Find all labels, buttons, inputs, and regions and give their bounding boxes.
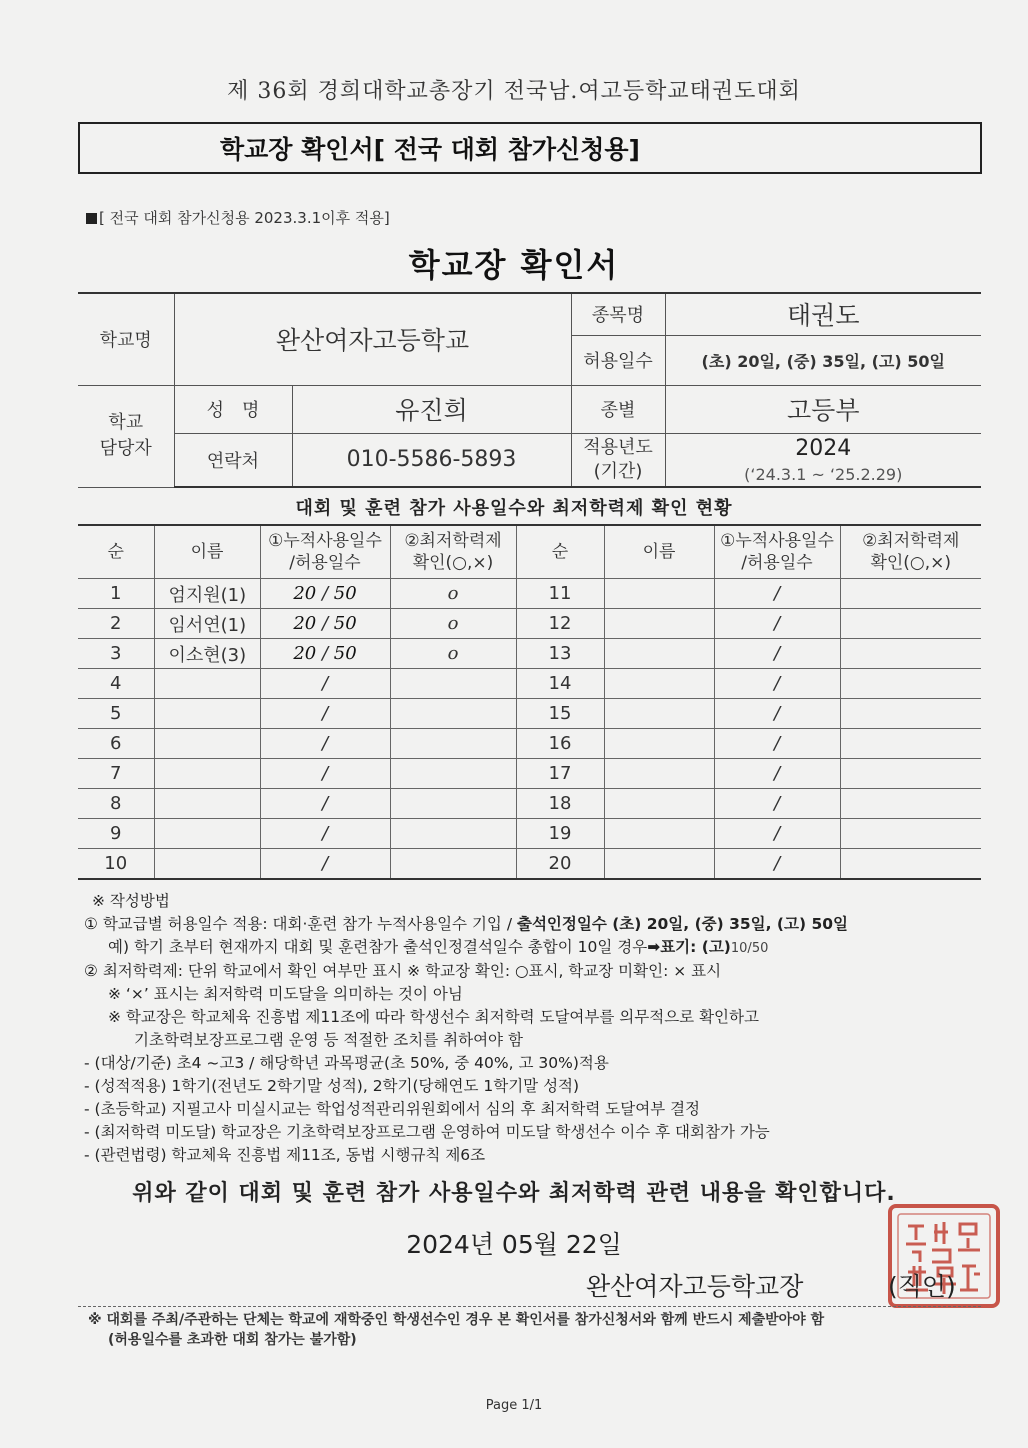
used-days: 20 (293, 643, 317, 664)
table-row (78, 849, 981, 880)
academic-check (390, 819, 516, 849)
header-days: ①누적사용일수 /허용일수 (260, 525, 390, 579)
roster-section-title: 대회 및 훈련 참가 사용일수와 최저학력제 확인 현황 (295, 498, 733, 519)
days-separator: / (773, 823, 781, 844)
confirmation-statement: 위와 같이 대회 및 훈련 참가 사용일수와 최저학력 관련 내용을 확인합니다. (132, 1181, 896, 1206)
days-cell (714, 669, 840, 699)
header-days-right: ①누적사용일수 /허용일수 (714, 525, 840, 579)
academic-check (840, 609, 981, 639)
days-cell (260, 639, 390, 669)
row-number: 9 (78, 819, 154, 849)
footer-note-line-2: (허용일수를 초과한 대회 참가는 불가함) (108, 1332, 357, 1348)
athlete-name (154, 789, 260, 819)
days-cell (260, 699, 390, 729)
days-separator: / (773, 733, 781, 754)
row-number: 18 (516, 789, 604, 819)
instruction-2: ② 최저학력제: 단위 학교에서 확인 여부만 표시 ※ 학교장 확인: ○표시, 학교장 미확인: × 표시 (84, 962, 722, 980)
days-separator: / (773, 673, 781, 694)
row-number: 4 (78, 669, 154, 699)
row-number: 3 (78, 639, 154, 669)
days-cell (260, 729, 390, 759)
table-row (78, 609, 981, 639)
academic-check (390, 849, 516, 880)
square-bullet-icon (86, 213, 97, 224)
row-number: 11 (516, 579, 604, 609)
allowed-days-value: (초) 20일, (중) 35일, (고) 50일 (665, 335, 981, 385)
school-info-table (78, 292, 981, 488)
days-separator: / (773, 763, 781, 784)
athlete-name (604, 639, 714, 669)
academic-check: o (390, 639, 516, 669)
applicability-note (86, 207, 390, 228)
academic-check: o (390, 579, 516, 609)
instruction-1-example (84, 936, 984, 960)
roster-header-row (78, 525, 981, 579)
form-title-box (78, 122, 982, 174)
used-days: 20 (293, 583, 317, 604)
academic-check (390, 789, 516, 819)
manager-name-label: 성 명 (174, 385, 292, 433)
days-separator: / (321, 793, 329, 814)
days-cell (714, 609, 840, 639)
academic-check (390, 699, 516, 729)
days-separator: / (773, 853, 781, 874)
contact-label: 연락처 (174, 433, 292, 487)
days-separator: / (321, 763, 329, 784)
division-value: 고등부 (665, 385, 981, 433)
footer-note-line-1: ※ 대회를 주최/주관하는 단체는 학교에 재학중인 학생선수인 경우 본 확인서를 참가신청서와 함께 반드시 제출받아야 함 (88, 1312, 825, 1328)
writing-instructions (84, 890, 984, 1167)
document-title: 학교장 확인서 (408, 246, 620, 284)
applicable-period: (‘24.3.1 ~ ‘25.2.29) (744, 464, 903, 484)
header-academic-right: ②최저학력제 확인(○,×) (840, 525, 981, 579)
days-cell (714, 819, 840, 849)
header-no-right: 순 (516, 525, 604, 579)
athlete-name (154, 729, 260, 759)
contact-value: 010-5586-5893 (292, 433, 571, 487)
allowed-days: 50 (333, 643, 357, 664)
event-title: 제 36회 경희대학교총장기 전국남.여고등학교태권도대회 (227, 79, 801, 104)
days-separator: / (316, 643, 334, 664)
days-separator: / (773, 643, 781, 664)
athlete-name (154, 759, 260, 789)
page-number: Page 1/1 (485, 1398, 543, 1413)
academic-check (840, 669, 981, 699)
example-text: 예) 학기 초부터 현재까지 대회 및 훈련참가 출석인정결석일수 총합이 10일 경우 (108, 938, 648, 956)
row-number: 1 (78, 579, 154, 609)
instruction-1-highlight: 출석인정일수 (초) 20일, (중) 35일, (고) 50일 (516, 915, 849, 933)
days-cell (260, 609, 390, 639)
academic-check (390, 759, 516, 789)
academic-check: o (390, 609, 516, 639)
days-cell (260, 819, 390, 849)
applicable-year-label: 적용년도 (기간) (571, 433, 665, 487)
roster-table (78, 524, 981, 880)
days-cell (714, 759, 840, 789)
athlete-name: 엄지원(1) (154, 579, 260, 609)
days-cell (714, 849, 840, 880)
header-no: 순 (78, 525, 154, 579)
days-separator: / (316, 613, 334, 634)
academic-check (840, 729, 981, 759)
row-number: 15 (516, 699, 604, 729)
detail-3: - (초등학교) 지필고사 미실시교는 학업성적관리위원회에서 심의 후 최저학력 도달여부 결정 (84, 1100, 701, 1118)
athlete-name (604, 849, 714, 880)
athlete-name (154, 699, 260, 729)
days-cell (260, 669, 390, 699)
row-number: 13 (516, 639, 604, 669)
instruction-2-note-c: 기초학력보장프로그램 운영 등 적절한 조치를 취하여야 함 (134, 1031, 523, 1049)
row-number: 16 (516, 729, 604, 759)
applicable-year-value: 2024 (795, 435, 852, 461)
example-highlight: ➡표기: (고) (647, 938, 731, 956)
allowed-days: 50 (333, 583, 357, 604)
row-number: 8 (78, 789, 154, 819)
days-separator: / (773, 583, 781, 604)
detail-1: - (대상/기준) 초4 ~고3 / 해당학년 과목평균(초 50%, 중 40%, 고 30%)적용 (84, 1054, 609, 1072)
academic-check (840, 699, 981, 729)
table-row (78, 699, 981, 729)
academic-check (840, 639, 981, 669)
row-number: 7 (78, 759, 154, 789)
table-row (78, 789, 981, 819)
athlete-name (604, 789, 714, 819)
days-separator: / (321, 703, 329, 724)
athlete-name (604, 699, 714, 729)
sport-value: 태권도 (665, 293, 981, 335)
applicability-note-text: [ 전국 대회 참가신청용 2023.3.1이후 적용] (99, 209, 390, 227)
days-separator: / (773, 793, 781, 814)
applicable-year-cell (665, 433, 981, 487)
instruction-2-note-a: ※ ‘×’ 표시는 최저학력 미도달을 의미하는 것이 아님 (108, 985, 463, 1003)
header-name-right: 이름 (604, 525, 714, 579)
manager-label: 학교 담당자 (78, 385, 174, 487)
days-separator: / (321, 733, 329, 754)
row-number: 12 (516, 609, 604, 639)
allowed-days-label: 허용일수 (571, 335, 665, 385)
issue-date: 2024년 05월 22일 (406, 1230, 622, 1259)
athlete-name (154, 819, 260, 849)
academic-check (840, 819, 981, 849)
table-row (78, 729, 981, 759)
instruction-1 (84, 913, 984, 936)
athlete-name (604, 669, 714, 699)
days-cell (260, 789, 390, 819)
seal-label: (직인) (888, 1272, 956, 1301)
detail-4: - (최저학력 미도달) 학교장은 기초학력보장프로그램 운영하여 미도달 학생선수 이수 후 대회참가 가능 (84, 1123, 770, 1141)
days-separator: / (321, 853, 329, 874)
athlete-name (604, 729, 714, 759)
athlete-name (154, 669, 260, 699)
footer-note (88, 1310, 988, 1350)
allowed-days: 50 (333, 613, 357, 634)
instruction-2-note-b: ※ 학교장은 학교체육 진흥법 제11조에 따라 학생선수 최저학력 도달여부를 의무적으로 확인하고 (108, 1008, 759, 1026)
athlete-name (604, 819, 714, 849)
row-number: 10 (78, 849, 154, 880)
athlete-name (604, 759, 714, 789)
row-number: 19 (516, 819, 604, 849)
principal-title: 완산여자고등학교장 (586, 1272, 804, 1301)
row-number: 5 (78, 699, 154, 729)
row-number: 17 (516, 759, 604, 789)
sport-label: 종목명 (571, 293, 665, 335)
form-title: 학교장 확인서[ 전국 대회 참가신청용] (220, 135, 640, 164)
used-days: 20 (293, 613, 317, 634)
academic-check (840, 849, 981, 880)
days-separator: / (316, 583, 334, 604)
days-separator: / (773, 703, 781, 724)
detail-5: - (관련법령) 학교체육 진흥법 제11조, 동법 시행규칙 제6조 (84, 1146, 486, 1164)
academic-check (840, 579, 981, 609)
days-cell (260, 849, 390, 880)
table-row (78, 759, 981, 789)
table-row (78, 639, 981, 669)
athlete-name (604, 579, 714, 609)
table-row (78, 669, 981, 699)
days-separator: / (773, 613, 781, 634)
school-name-label: 학교명 (78, 293, 174, 385)
days-cell (714, 789, 840, 819)
days-cell (260, 759, 390, 789)
table-row (78, 819, 981, 849)
header-name: 이름 (154, 525, 260, 579)
academic-check (390, 729, 516, 759)
table-row (78, 579, 981, 609)
days-cell (260, 579, 390, 609)
athlete-name: 임서연(1) (154, 609, 260, 639)
manager-name-value: 유진희 (292, 385, 571, 433)
athlete-name (604, 609, 714, 639)
days-cell (714, 579, 840, 609)
academic-check (840, 759, 981, 789)
instructions-heading: ※ 작성방법 (92, 892, 170, 910)
academic-check (390, 669, 516, 699)
days-separator: / (321, 823, 329, 844)
days-cell (714, 699, 840, 729)
header-academic: ②최저학력제 확인(○,×) (390, 525, 516, 579)
example-value: 10/50 (730, 941, 769, 956)
row-number: 20 (516, 849, 604, 880)
row-number: 2 (78, 609, 154, 639)
athlete-name: 이소현(3) (154, 639, 260, 669)
row-number: 6 (78, 729, 154, 759)
school-name-value: 완산여자고등학교 (174, 293, 571, 385)
days-cell (714, 729, 840, 759)
academic-check (840, 789, 981, 819)
row-number: 14 (516, 669, 604, 699)
detail-2: - (성적적용) 1학기(전년도 2학기말 성적), 2학기(당해연도 1학기말 성적) (84, 1077, 580, 1095)
footer-divider (78, 1306, 981, 1307)
days-cell (714, 639, 840, 669)
days-separator: / (321, 673, 329, 694)
division-label: 종별 (571, 385, 665, 433)
instruction-1-text: ① 학교급별 허용일수 적용: 대회·훈련 참가 누적사용일수 기입 / (84, 915, 517, 933)
athlete-name (154, 849, 260, 880)
